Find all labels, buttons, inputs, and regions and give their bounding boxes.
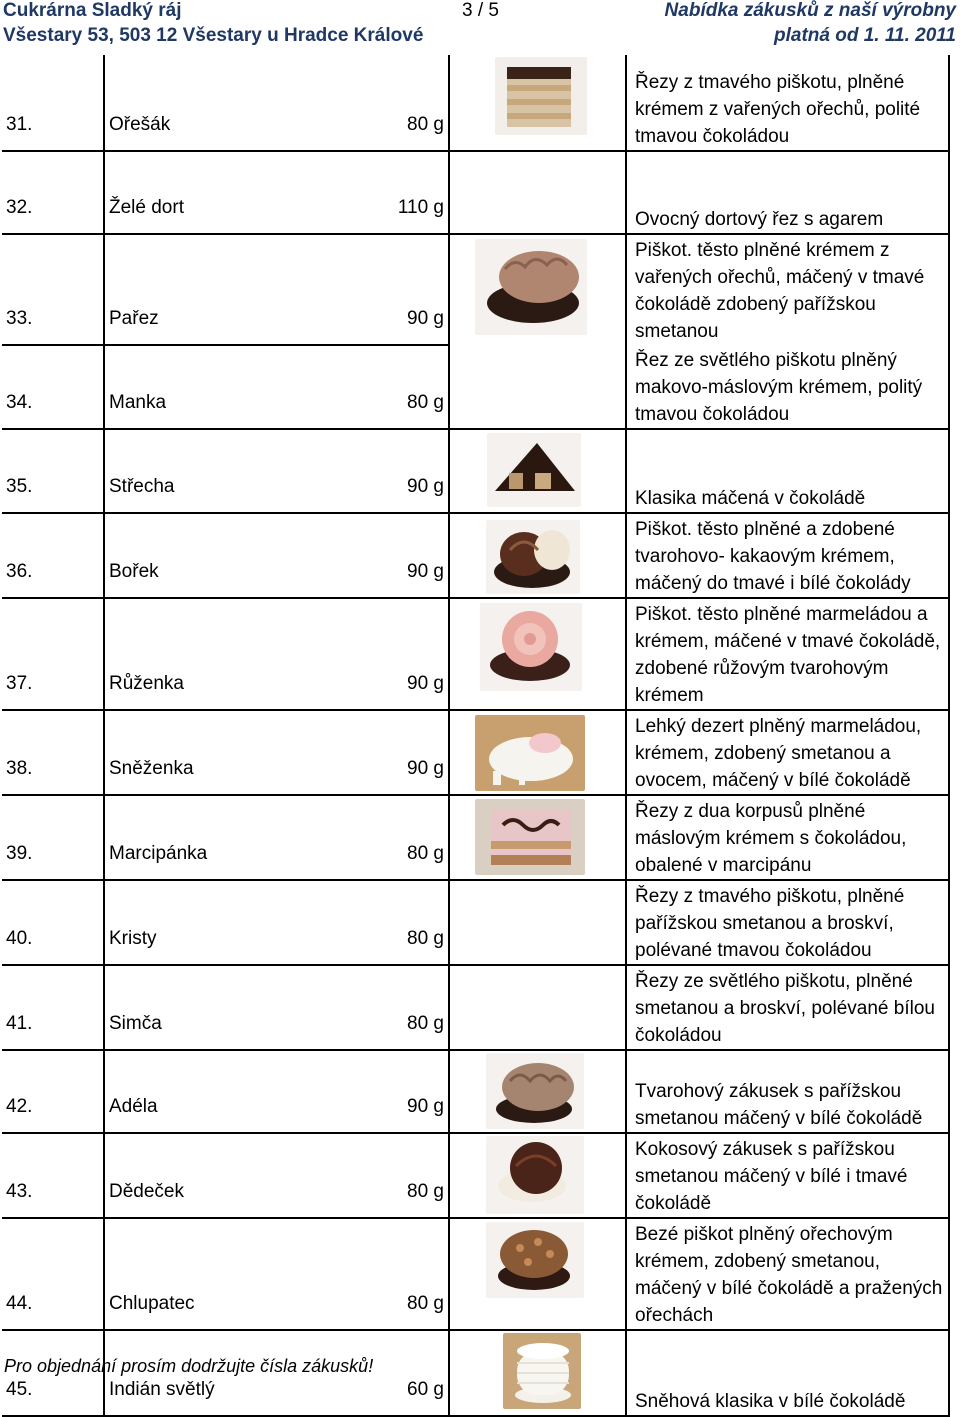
item-image-cell bbox=[449, 55, 626, 151]
item-description: Piškot. těsto plněné marmeládou a krémem, máčené v tmavé čokoládě, zdobené růžovým tvarohovým krémem bbox=[626, 598, 949, 710]
table-row bbox=[2, 345, 949, 429]
item-description: Tvarohový zákusek s pařížskou smetanou máčený v bílé čokoládě bbox=[626, 1050, 949, 1133]
item-number: 43. bbox=[2, 1133, 104, 1218]
item-name: Simča bbox=[104, 965, 349, 1050]
item-name: Želé dort bbox=[104, 151, 349, 234]
table-row bbox=[2, 234, 949, 345]
table-row bbox=[2, 55, 949, 151]
company-address: Všestary 53, 503 12 Všestary u Hradce Králové bbox=[3, 25, 424, 46]
swirl-cake-image bbox=[486, 520, 580, 594]
table-row bbox=[2, 1218, 949, 1330]
item-weight: 110 g bbox=[349, 151, 449, 234]
item-number: 34. bbox=[2, 345, 104, 429]
item-name: Bořek bbox=[104, 513, 349, 598]
table-row bbox=[2, 1050, 949, 1133]
table-row bbox=[2, 151, 949, 234]
item-name: Střecha bbox=[104, 429, 349, 513]
item-weight: 80 g bbox=[349, 880, 449, 965]
item-name: Marcipánka bbox=[104, 795, 349, 880]
item-name: Sněženka bbox=[104, 710, 349, 795]
item-image-cell bbox=[449, 795, 626, 880]
marzipan-slice-image bbox=[475, 799, 585, 875]
order-note: Pro objednání prosím dodržujte čísla zákusků! bbox=[4, 1356, 374, 1376]
item-weight: 80 g bbox=[349, 965, 449, 1050]
item-weight: 80 g bbox=[349, 795, 449, 880]
white-dessert-image bbox=[475, 715, 585, 791]
item-image-cell bbox=[449, 345, 626, 429]
item-description: Piškot. těsto plněné a zdobené tvarohovo- kakaovým krémem, máčený do tmavé i bílé čokolády bbox=[626, 513, 949, 598]
item-number: 40. bbox=[2, 880, 104, 965]
item-description: Řez ze světlého piškotu plněný makovo-máslovým krémem, politý tmavou čokoládou bbox=[626, 345, 949, 429]
item-weight: 90 g bbox=[349, 429, 449, 513]
item-number: 45. bbox=[2, 1330, 104, 1416]
item-description: Řezy z tmavého piškotu, plněné krémem z vařených ořechů, polité tmavou čokoládou bbox=[626, 55, 949, 151]
item-name: Růženka bbox=[104, 598, 349, 710]
table-row bbox=[2, 1133, 949, 1218]
table-row bbox=[2, 880, 949, 965]
item-number: 36. bbox=[2, 513, 104, 598]
item-description: Ovocný dortový řez s agarem bbox=[626, 151, 949, 234]
item-image-cell bbox=[449, 1218, 626, 1330]
item-image-cell bbox=[449, 1330, 626, 1416]
item-number: 44. bbox=[2, 1218, 104, 1330]
item-name: Adéla bbox=[104, 1050, 349, 1133]
valid-from: platná od 1. 11. 2011 bbox=[774, 25, 956, 46]
table-row bbox=[2, 965, 949, 1050]
item-description: Lehký dezert plněný marmeládou, krémem, zdobený smetanou a ovocem, máčený v bílé čokoládě bbox=[626, 710, 949, 795]
page-header bbox=[0, 0, 960, 54]
item-description: Řezy z tmavého piškotu, plněné pařížskou smetanou a broskví, polévané tmavou čokoládou bbox=[626, 880, 949, 965]
item-weight: 60 g bbox=[349, 1330, 449, 1416]
item-image-cell bbox=[449, 151, 626, 234]
table-row bbox=[2, 429, 949, 513]
item-image-cell bbox=[449, 234, 626, 345]
table-row bbox=[2, 795, 949, 880]
item-description: Klasika máčená v čokoládě bbox=[626, 429, 949, 513]
item-number: 41. bbox=[2, 965, 104, 1050]
table-row bbox=[2, 710, 949, 795]
item-weight: 90 g bbox=[349, 598, 449, 710]
item-name: Indián světlý bbox=[104, 1330, 349, 1416]
item-weight: 80 g bbox=[349, 1218, 449, 1330]
nut-cake-image bbox=[486, 1222, 584, 1298]
item-number: 39. bbox=[2, 795, 104, 880]
item-weight: 80 g bbox=[349, 345, 449, 429]
item-number: 33. bbox=[2, 234, 104, 345]
item-description: Řezy ze světlého piškotu, plněné smetanou a broskví, polévané bílou čokoládou bbox=[626, 965, 949, 1050]
layered-slice-image bbox=[495, 57, 587, 135]
adela-cake-image bbox=[486, 1053, 584, 1129]
item-image-cell bbox=[449, 1133, 626, 1218]
cream-top-cake-image bbox=[475, 239, 587, 335]
table-row bbox=[2, 598, 949, 710]
item-weight: 80 g bbox=[349, 55, 449, 151]
item-number: 35. bbox=[2, 429, 104, 513]
company-name: Cukrárna Sladký ráj bbox=[3, 0, 182, 21]
roof-cake-image bbox=[487, 433, 581, 507]
item-name: Ořešák bbox=[104, 55, 349, 151]
item-image-cell bbox=[449, 429, 626, 513]
item-image-cell bbox=[449, 1050, 626, 1133]
item-name: Chlupatec bbox=[104, 1218, 349, 1330]
table-row bbox=[2, 513, 949, 598]
item-weight: 90 g bbox=[349, 234, 449, 345]
item-description: Kokosový zákusek s pařížskou smetanou máčený v bílé i tmavé čokoládě bbox=[626, 1133, 949, 1218]
item-number: 42. bbox=[2, 1050, 104, 1133]
item-image-cell bbox=[449, 710, 626, 795]
item-number: 32. bbox=[2, 151, 104, 234]
white-indian-cake-image bbox=[503, 1333, 581, 1409]
item-number: 31. bbox=[2, 55, 104, 151]
item-image-cell bbox=[449, 513, 626, 598]
item-weight: 80 g bbox=[349, 1133, 449, 1218]
item-description: Piškot. těsto plněné krémem z vařených ořechů, máčený v tmavé čokoládě zdobený pařížskou smetanou bbox=[626, 234, 949, 345]
item-image-cell bbox=[449, 598, 626, 710]
item-name: Dědeček bbox=[104, 1133, 349, 1218]
item-number: 37. bbox=[2, 598, 104, 710]
dedecek-cake-image bbox=[486, 1136, 584, 1214]
item-name: Manka bbox=[104, 345, 349, 429]
cake-menu-table bbox=[2, 55, 950, 1417]
item-weight: 90 g bbox=[349, 1050, 449, 1133]
item-description: Bezé piškot plněný ořechovým krémem, zdobený smetanou, máčený v bílé čokoládě a pražených ořechách bbox=[626, 1218, 949, 1330]
item-weight: 90 g bbox=[349, 513, 449, 598]
item-name: Kristy bbox=[104, 880, 349, 965]
item-number: 38. bbox=[2, 710, 104, 795]
item-description: Sněhová klasika v bílé čokoládě bbox=[626, 1330, 949, 1416]
page-number: 3 / 5 bbox=[462, 0, 499, 21]
item-name: Pařez bbox=[104, 234, 349, 345]
offer-title: Nabídka zákusků z naší výrobny bbox=[664, 0, 956, 21]
item-image-cell bbox=[449, 965, 626, 1050]
rose-cake-image bbox=[480, 603, 582, 691]
item-description: Řezy z dua korpusů plněné máslovým krémem s čokoládou, obalené v marcipánu bbox=[626, 795, 949, 880]
item-weight: 90 g bbox=[349, 710, 449, 795]
item-image-cell bbox=[449, 880, 626, 965]
